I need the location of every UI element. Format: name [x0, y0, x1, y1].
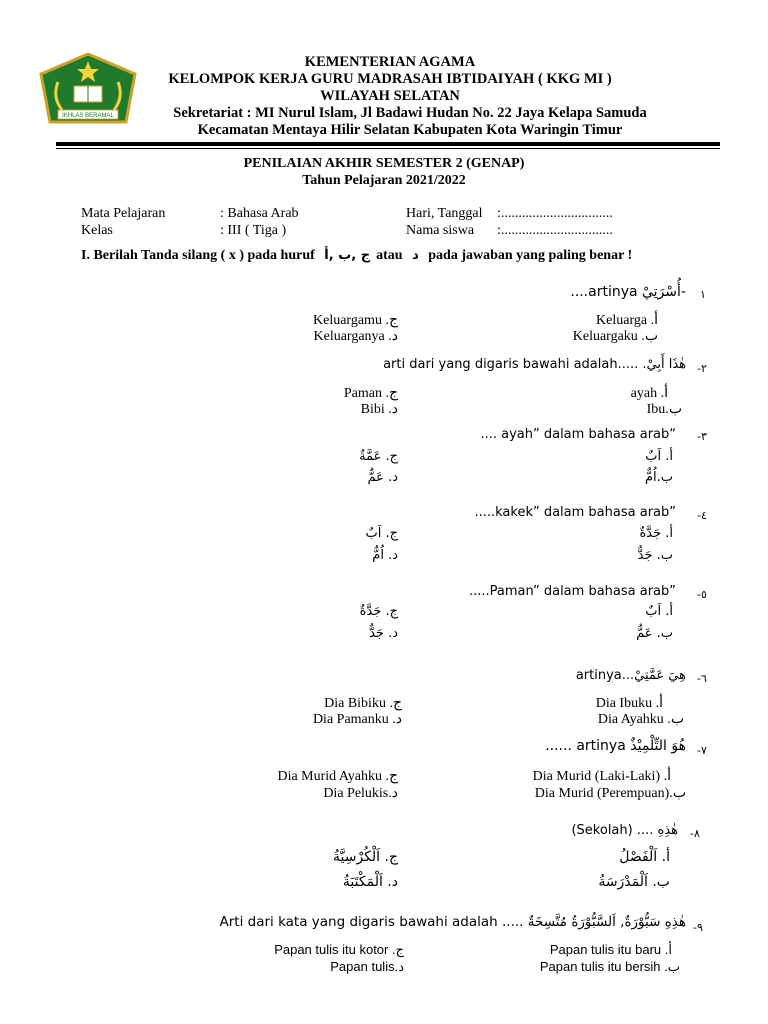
option-a[interactable]: Dia Ibuku .أ — [595, 696, 663, 711]
question-number: -٦ — [697, 672, 707, 685]
name-label: Nama siswa — [406, 223, 475, 238]
class-value: : III ( Tiga ) — [220, 223, 287, 238]
option-b[interactable]: ب. اَلْمَدْرَسَةُ — [598, 874, 670, 890]
class-label: Kelas — [81, 223, 113, 238]
option-c[interactable]: ج. اَبٌ — [365, 526, 398, 541]
date-label: Hari, Tanggal — [406, 206, 483, 221]
option-d[interactable]: د. عَمٌّ — [367, 470, 398, 485]
exam-title: PENILAIAN AKHIR SEMESTER 2 (GENAP) — [243, 156, 525, 171]
kemenag-logo — [38, 52, 138, 132]
option-d[interactable]: Dia Pamanku .د — [312, 712, 402, 727]
option-b[interactable]: Papan tulis itu bersih .ب — [539, 959, 680, 974]
option-c[interactable]: ج. عَمَّةٌ — [359, 449, 398, 464]
question-number: -٢ — [697, 362, 707, 375]
instruction-part1: I. Berilah Tanda silang ( x ) pada huruf — [81, 248, 315, 263]
option-a[interactable]: أ. اَبٌ — [645, 604, 673, 619]
option-c[interactable]: ج. اَلْكُرْسِيَّةُ — [332, 849, 398, 865]
header-kkg: KELOMPOK KERJA GURU MADRASAH IBTIDAIYAH ( KKG MI ) — [168, 71, 612, 87]
option-d[interactable]: Keluarganya .د — [313, 329, 398, 344]
question-text: هِيَ عَمَّتِيْ...artinya — [575, 668, 686, 683]
option-c[interactable]: Dia Bibiku .ج — [324, 696, 402, 711]
question-text: هٰذِهِ .... (Sekolah) — [571, 823, 678, 838]
option-a[interactable]: أ. اَلْفَصْلُ — [619, 849, 670, 865]
question-text: .....kakek” dalam bahasa arab” — [474, 505, 676, 520]
option-c[interactable]: ج. جَدَّةٌ — [359, 604, 398, 619]
question-text: هُوَ التِّلْمِيْذٌ artinya ...... — [545, 738, 686, 754]
option-c[interactable]: Papan tulis itu kotor .ج — [274, 942, 404, 957]
header-ministry: KEMENTERIAN AGAMA — [304, 54, 476, 70]
option-d[interactable]: د. اَلْمَكْتَبَةُ — [342, 874, 398, 890]
instruction-part3: pada jawaban yang paling benar ! — [428, 248, 633, 263]
option-b[interactable]: ب. جَدٌّ — [637, 548, 673, 563]
svg-text:IKHLAS BERAMAL: IKHLAS BERAMAL — [62, 113, 114, 119]
header-district: Kecamatan Mentaya Hilir Selatan Kabupaten Kota Waringin Timur — [197, 122, 623, 138]
option-a[interactable]: ayah .أ — [630, 386, 668, 401]
option-b[interactable]: Keluargaku .ب — [572, 329, 658, 344]
date-value: :................................ — [497, 206, 613, 221]
header-secretariat: Sekretariat : MI Nurul Islam, Jl Badawi Hudan No. 22 Jaya Kelapa Samuda — [173, 105, 647, 121]
school-year: Tahun Pelajaran 2021/2022 — [302, 173, 466, 188]
question-number: -٨ — [690, 827, 700, 840]
option-a[interactable]: Dia Murid (Laki-Laki) .أ — [532, 769, 671, 784]
option-d[interactable]: Dia Pelukis.د — [323, 786, 398, 801]
question-number: -٣ — [697, 430, 707, 443]
question-text: هٰذَا أَبِيْ. .....arti dari yang digaris bawahi adalah — [383, 357, 686, 372]
option-a[interactable]: أ. جَدَّةٌ — [639, 526, 673, 541]
option-a[interactable]: Keluarga .أ — [596, 313, 658, 328]
option-b[interactable]: Dia Murid (Perempuan).ب — [534, 786, 686, 801]
subject-value: : Bahasa Arab — [220, 206, 299, 221]
name-value: :................................ — [497, 223, 613, 238]
subject-label: Mata Pelajaran — [81, 206, 166, 221]
option-c[interactable]: Dia Murid Ayahku .ج — [277, 769, 398, 784]
instruction-letter-d: د — [412, 248, 419, 263]
header-rule-thick — [56, 142, 720, 146]
question-text: .....Paman” dalam bahasa arab” — [468, 584, 676, 599]
question-number: -٩ — [693, 921, 703, 934]
question-number: -٧ — [697, 744, 707, 757]
option-d[interactable]: د. اُمٌّ — [372, 548, 398, 563]
option-c[interactable]: Keluargamu .ج — [313, 313, 398, 328]
option-b[interactable]: Ibu.ب — [646, 402, 682, 417]
option-a[interactable]: أ. اَبٌ — [645, 449, 673, 464]
instruction — [81, 248, 632, 264]
option-d[interactable]: Papan tulis.د — [330, 959, 404, 974]
option-d[interactable]: Bibi .د — [360, 402, 398, 417]
instruction-part2: atau — [376, 248, 403, 263]
header-rule-thin — [56, 148, 720, 149]
question-text: هٰذِهِ سَبُّوْرَةٌ, اَلسَّبُّوْرَةُ مُتَّسِخَةٌ ..... Arti dari kata yang digaris bawahi adalah — [219, 914, 686, 930]
option-b[interactable]: Dia Ayahku .ب — [597, 712, 684, 727]
header-region: WILAYAH SELATAN — [320, 88, 460, 104]
question-text: ....artinya أُسْرَتِيْ- — [570, 284, 686, 300]
option-d[interactable]: د. جَدٌّ — [369, 626, 398, 641]
option-b[interactable]: ب.اُمٌّ — [644, 470, 673, 485]
option-a[interactable]: Papan tulis itu baru .أ — [549, 942, 672, 957]
question-number: ١ — [700, 288, 706, 301]
instruction-letters: ج ,ب ,أ — [324, 248, 371, 263]
question-number: -٤ — [697, 509, 707, 522]
option-b[interactable]: ب. عَمٌّ — [636, 626, 673, 641]
option-c[interactable]: Paman .ج — [343, 386, 398, 401]
question-text: .... ayah” dalam bahasa arab“ — [480, 427, 676, 442]
question-number: -٥ — [697, 588, 707, 601]
